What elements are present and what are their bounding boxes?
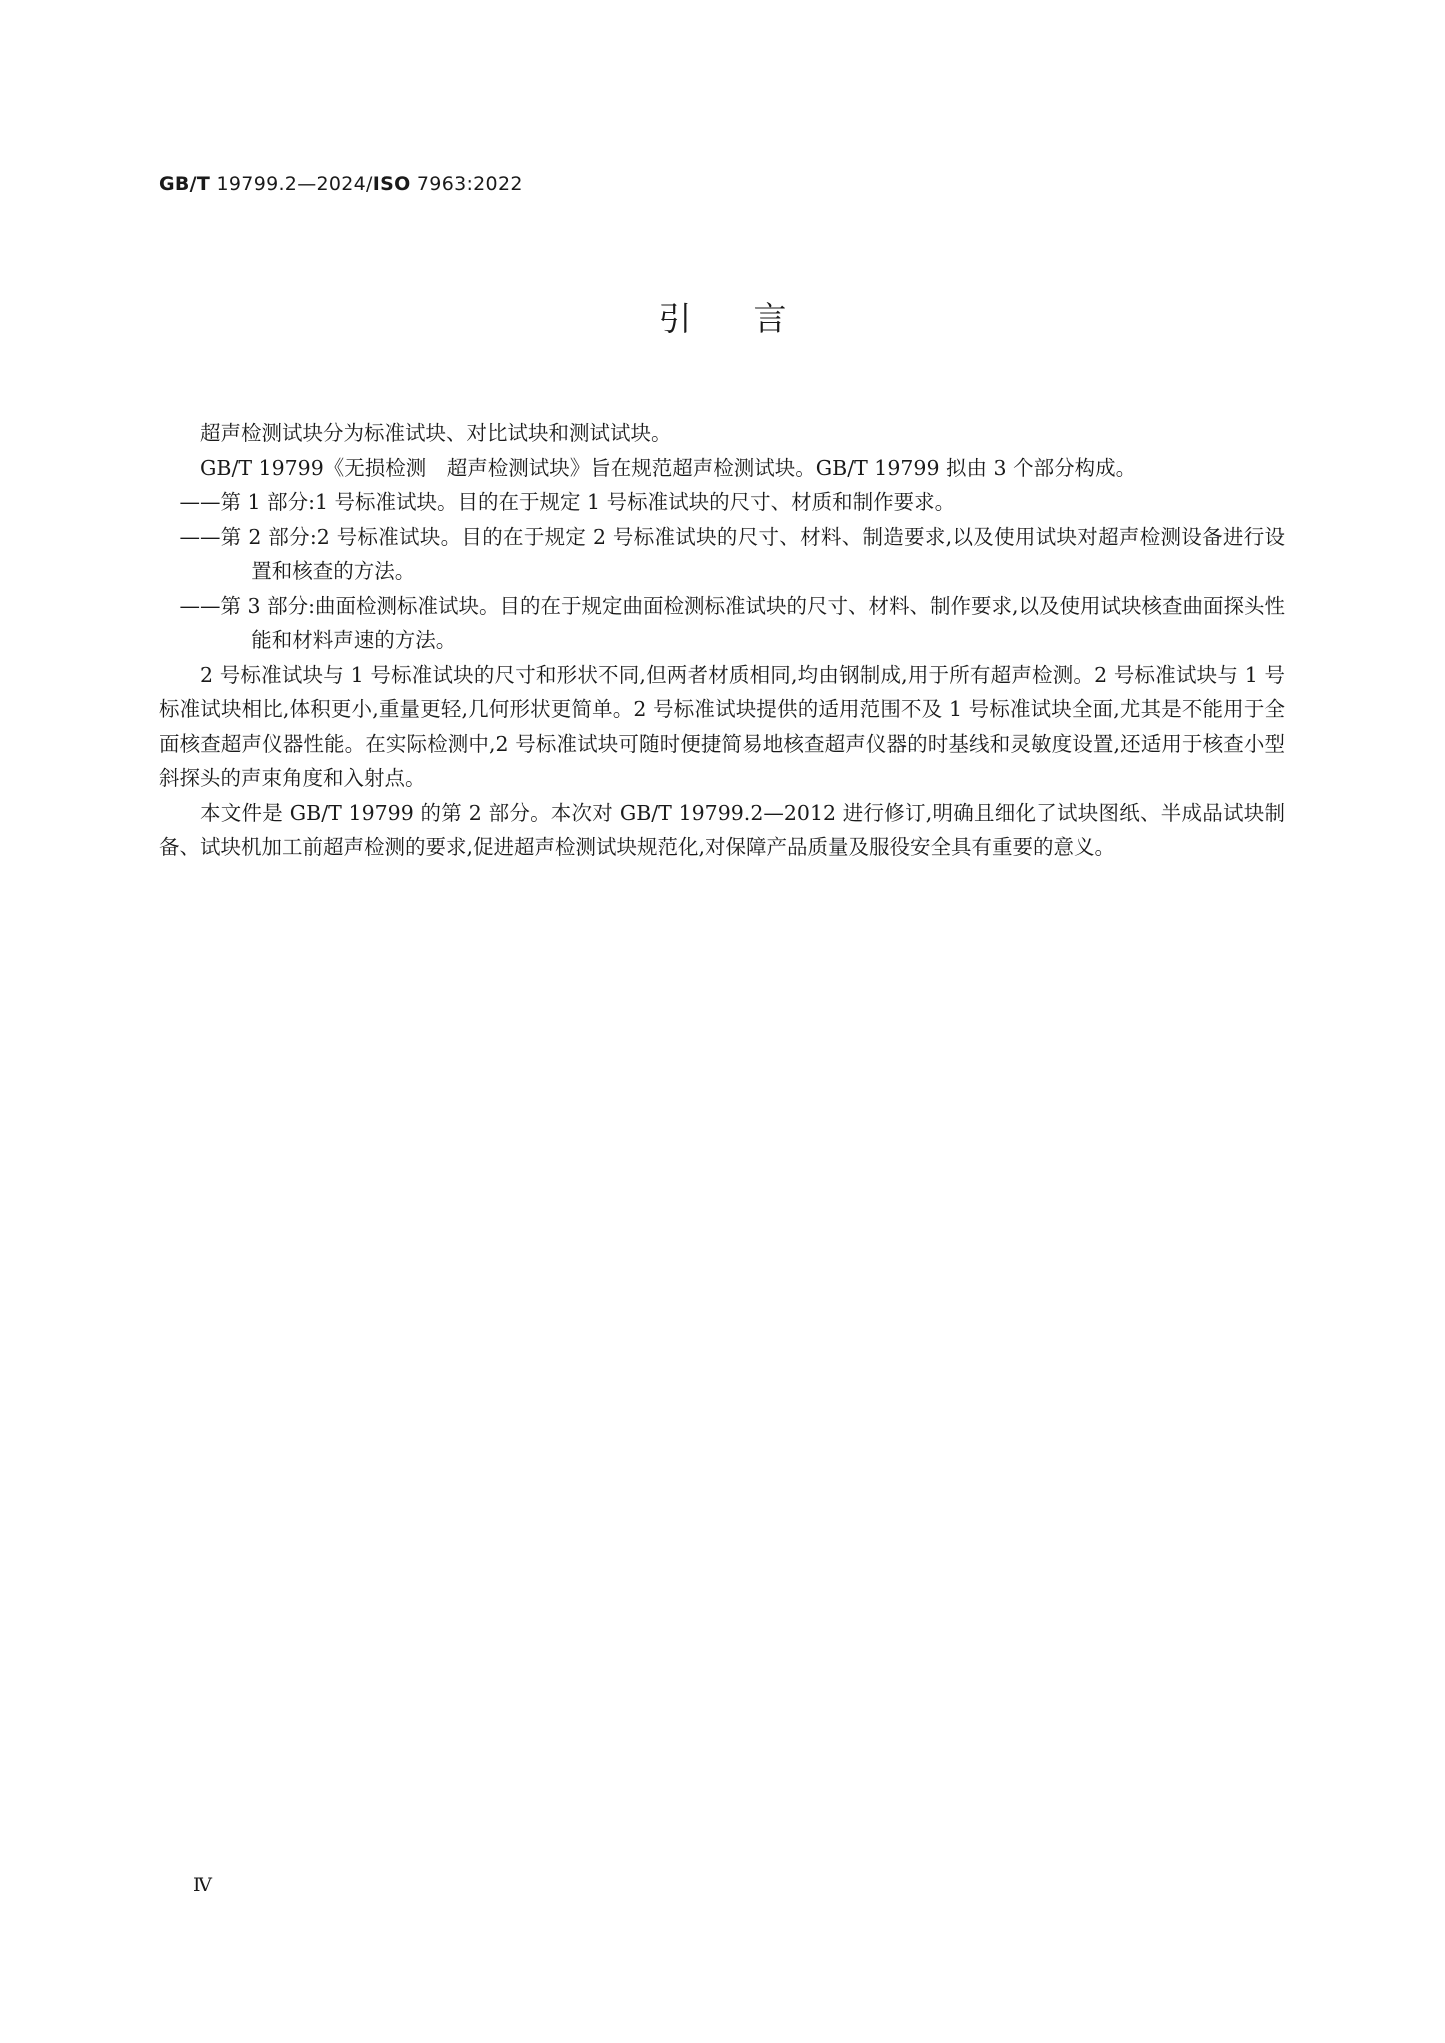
doc-standard-number: 19799.2—2024/ (210, 173, 373, 195)
doc-standard-prefix: GB/T (159, 173, 211, 195)
paragraph-block-comparison: 2 号标准试块与 1 号标准试块的尺寸和形状不同,但两者材质相同,均由钢制成,用于所有超声检测。2 号标准试块与 1 号标准试块相比,体积更小,重量更轻,几何形状更简单。2 号标准试块提供的适用范围不及 1 号标准试块全面,尤其是不能用于全面核查超声仪器性能。在实际检测中,2 号标准试块可随时便捷简易地核查超声仪器的时基线和灵敏度设置,还适用于核查小型斜探头的声束角度和入射点。 (159, 662, 1285, 790)
introduction-body (159, 416, 1285, 865)
page-title: 引言 (658, 299, 849, 338)
list-item-part-3: ——第 3 部分:曲面检测标准试块。目的在于规定曲面检测标准试块的尺寸、材料、制作要求,以及使用试块核查曲面探头性能和材料声速的方法。 (179, 593, 1285, 652)
list-item-part-1: ——第 1 部分:1 号标准试块。目的在于规定 1 号标准试块的尺寸、材质和制作要求。 (179, 490, 956, 514)
iso-number: 7963:2022 (410, 173, 523, 195)
paragraph-revision-note: 本文件是 GB/T 19799 的第 2 部分。本次对 GB/T 19799.2—2012 进行修订,明确且细化了试块图纸、半成品试块制备、试块机加工前超声检测的要求,促进超声检测试块规范化,对保障产品质量及服役安全具有重要的意义。 (159, 800, 1285, 859)
document-identifier (159, 173, 523, 195)
list-item-part-2: ——第 2 部分:2 号标准试块。目的在于规定 2 号标准试块的尺寸、材料、制造要求,以及使用试块对超声检测设备进行设置和核查的方法。 (179, 524, 1285, 583)
page-number: Ⅳ (193, 1874, 212, 1896)
paragraph-series-overview: GB/T 19799《无损检测 超声检测试块》旨在规范超声检测试块。GB/T 19799 拟由 3 个部分构成。 (200, 455, 1137, 480)
iso-prefix: ISO (372, 173, 411, 195)
paragraph-test-block-types: 超声检测试块分为标准试块、对比试块和测试试块。 (200, 421, 672, 445)
